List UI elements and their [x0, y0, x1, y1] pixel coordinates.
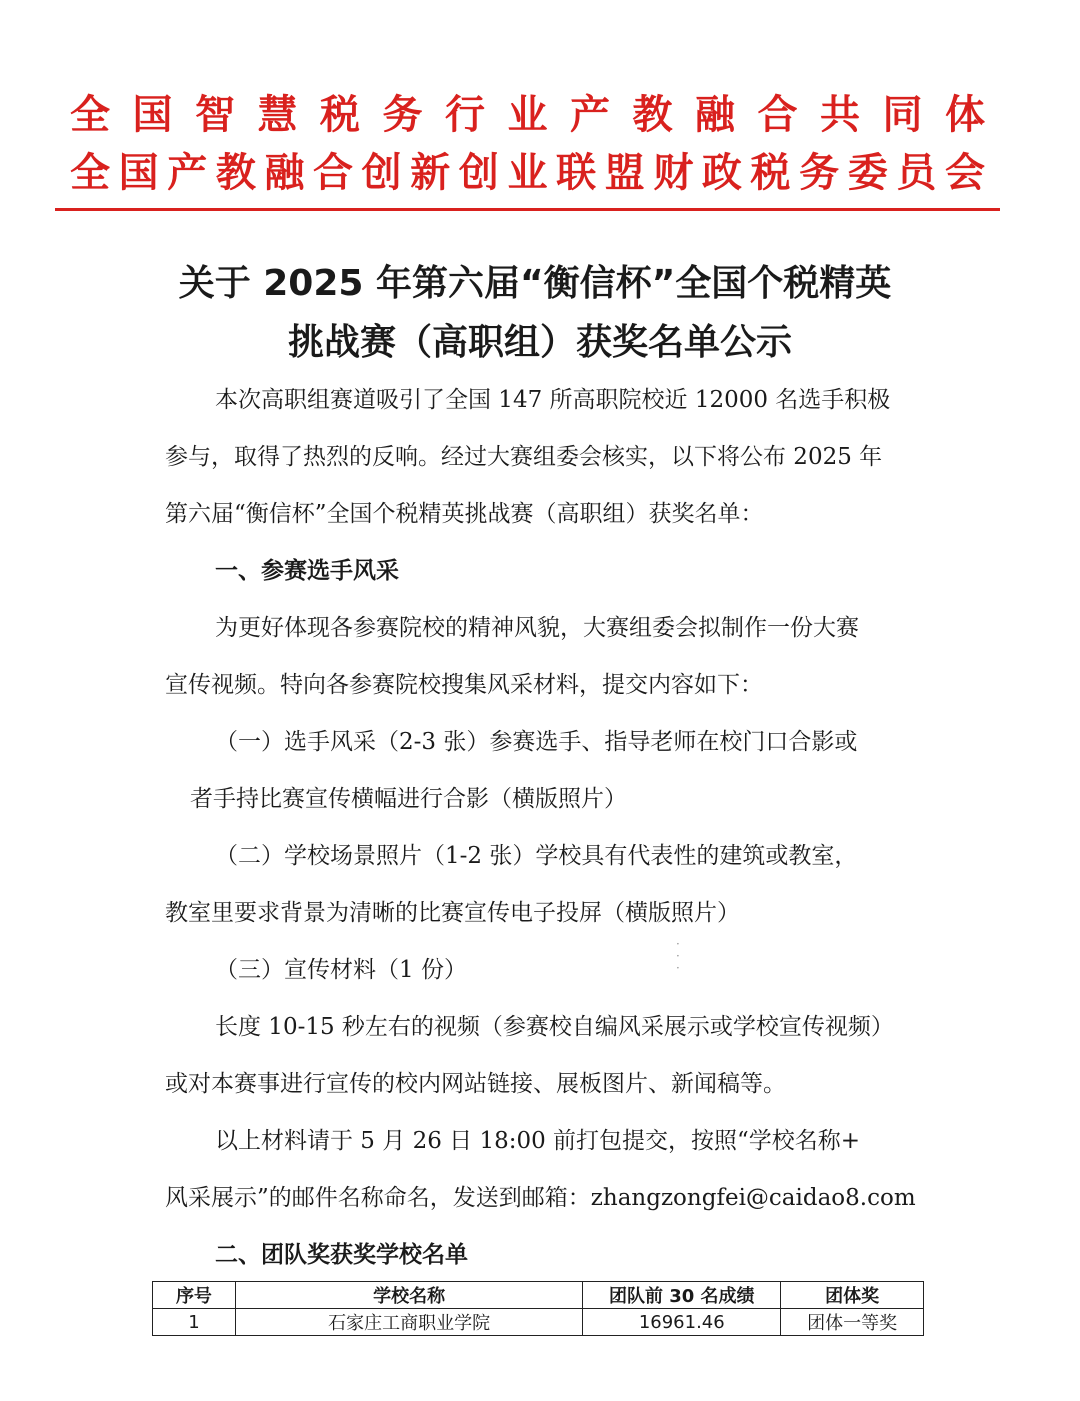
header-char: 国: [132, 92, 173, 138]
intro-line-2: 参与，取得了热烈的反响。经过大赛组委会核实，以下将公布 2025 年: [165, 444, 883, 470]
s1-paragraph-line-1: 为更好体现各参赛院校的精神风貌，大赛组委会拟制作一份大赛: [215, 615, 859, 641]
s1-paragraph-line-2: 宣传视频。特向各参赛院校搜集风采材料，提交内容如下：: [165, 672, 763, 698]
cell-award: 团体一等奖: [781, 1309, 924, 1336]
cell-index: 1: [153, 1309, 236, 1336]
header-char: 教: [632, 92, 673, 138]
intro-line-3: 第六届“衡信杯”全国个税精英挑战赛（高职组）获奖名单：: [165, 501, 764, 527]
header-char: 慧: [257, 92, 298, 138]
header-char: 委: [847, 150, 888, 196]
header-char: 同: [882, 92, 923, 138]
header-char: 产: [570, 92, 610, 138]
header-char: 全: [70, 150, 110, 196]
cell-score: 16961.46: [583, 1309, 781, 1336]
header-char: 融: [264, 150, 305, 196]
header-char: 税: [320, 92, 360, 138]
header-char: 盟: [604, 150, 645, 196]
header-char: 联: [556, 150, 597, 196]
table-header-row: [153, 1282, 924, 1309]
item1-line-1: （一）选手风采（2-3 张）参赛选手、指导老师在校门口合影或: [215, 729, 858, 755]
submit-line-1: 以上材料请于 5 月 26 日 18:00 前打包提交，按照“学校名称+: [215, 1128, 861, 1154]
header-char: 行: [445, 92, 485, 138]
team-award-table: [152, 1281, 924, 1336]
header-char: 务: [382, 92, 423, 138]
cell-school: 石家庄工商职业学院: [235, 1309, 582, 1336]
header-char: 教: [215, 150, 256, 196]
header-char: 新: [410, 150, 451, 196]
header-award: 团体奖: [781, 1282, 924, 1309]
header-char: 智: [195, 92, 235, 138]
header-char: 业: [507, 150, 548, 196]
header-line-1: [70, 90, 985, 140]
header-char: 合: [313, 150, 354, 196]
submit-line-2: 风采展示”的邮件名称命名，发送到邮箱：zhangzongfei@caidao8.com: [165, 1185, 916, 1211]
item3-desc-line-2: 或对本赛事进行宣传的校内网站链接、展板图片、新闻稿等。: [165, 1071, 786, 1097]
section-1-heading: 一、参赛选手风采: [215, 558, 399, 584]
header-char: 创: [361, 150, 402, 196]
item1-line-2: 者手持比赛宣传横幅进行合影（横版照片）: [190, 786, 627, 812]
item3-desc-line-1: 长度 10-15 秒左右的视频（参赛校自编风采展示或学校宣传视频）: [215, 1014, 894, 1040]
header-char: 国: [118, 150, 159, 196]
header-divider: [55, 208, 1000, 211]
header-char: 合: [757, 92, 798, 138]
header-char: 全: [70, 92, 110, 138]
header-school: 学校名称: [235, 1282, 582, 1309]
header-char: 政: [701, 150, 742, 196]
header-line-2: [70, 148, 985, 198]
page-title-line-1: 关于 2025 年第六届“衡信杯”全国个税精英: [178, 263, 892, 304]
header-char: 会: [944, 150, 985, 196]
header-char: 业: [507, 92, 548, 138]
scan-artifact: · · ·: [676, 937, 680, 975]
header-char: 税: [750, 150, 791, 196]
item2-line-1: （二）学校场景照片（1-2 张）学校具有代表性的建筑或教室，: [215, 843, 858, 869]
section-2-heading: 二、团队奖获奖学校名单: [215, 1242, 468, 1268]
header-char: 共: [820, 92, 860, 138]
header-char: 体: [945, 92, 985, 138]
header-char: 融: [695, 92, 735, 138]
header-score: 团队前 30 名成绩: [583, 1282, 781, 1309]
header-char: 产: [167, 150, 208, 196]
header-char: 财: [653, 150, 694, 196]
item3-heading: （三）宣传材料（1 份）: [215, 957, 467, 983]
header-char: 创: [458, 150, 499, 196]
intro-line-1: 本次高职组赛道吸引了全国 147 所高职院校近 12000 名选手积极: [215, 387, 891, 413]
header-char: 员: [896, 150, 937, 196]
table-row: [153, 1309, 924, 1336]
header-char: 务: [799, 150, 840, 196]
header-index: 序号: [153, 1282, 236, 1309]
page-title-line-2: 挑战赛（高职组）获奖名单公示: [287, 322, 792, 363]
item2-line-2: 教室里要求背景为清晰的比赛宣传电子投屏（横版照片）: [165, 900, 740, 926]
